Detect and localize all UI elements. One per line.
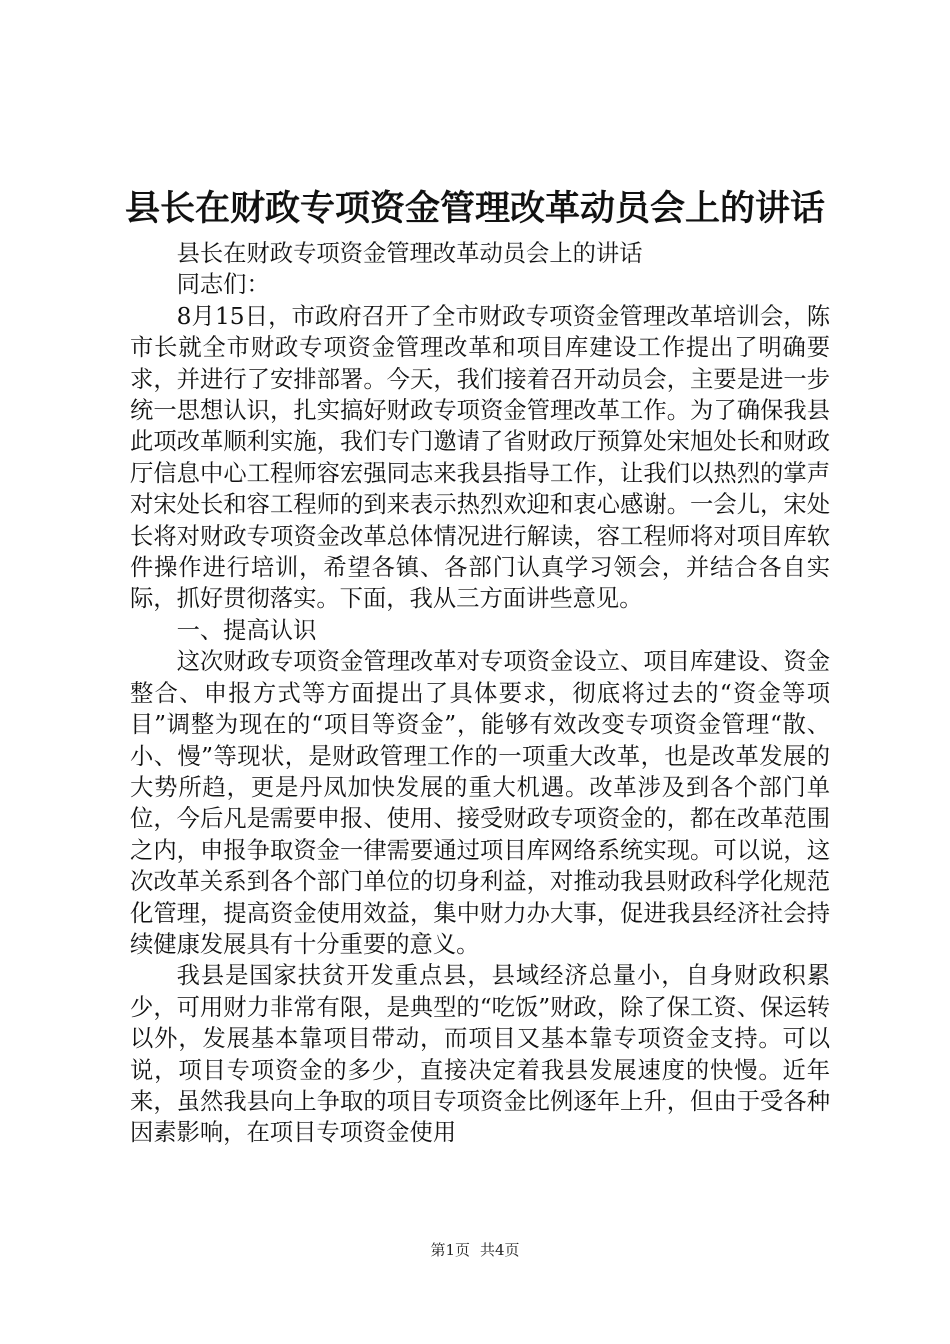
salutation-paragraph: 同志们： <box>176 271 270 299</box>
body-paragraph: 8月15日，市政府召开了全市财政专项资金管理改革培训会，陈市长就全市财政专项资金管理改革和项目库建设工作提出了明确要求，并进行了安排部署。今天，我们接着召开动员会，主要是进一步统一思想认识，扎实搞好财政专项资金管理改革工作。为了确保我县此项改革顺利实施，我们专门邀请了省财政厅预算处宋旭处长和财政厅信息中心工程师容宏强同志来我县指导工作，让我们以热烈的掌声对宋处长和容工程师的到来表示热烈欢迎和衷心感谢。一会儿，宋处长将对财政专项资金改革总体情况进行解读，容工程师将对项目库软件操作进行培训，希望各镇、各部门认真学习领会，并结合各自实际，抓好贯彻落实。下面，我从三方面讲些意见。 <box>130 302 830 613</box>
body-paragraph: 我县是国家扶贫开发重点县，县域经济总量小，自身财政积累少，可用财力非常有限，是典型的“吃饭”财政，除了保工资、保运转以外，发展基本靠项目带动，而项目又基本靠专项资金支持。可以说，项目专项资金的多少，直接决定着我县发展速度的快慢。近年来，虽然我县向上争取的项目专项资金比例逐年上升，但由于受各种因素影响，在项目专项资金使用 <box>130 962 830 1147</box>
body-paragraph: 这次财政专项资金管理改革对专项资金设立、项目库建设、资金整合、申报方式等方面提出了具体要求，彻底将过去的“资金等项目”调整为现在的“项目等资金”，能够有效改变专项资金管理“散、小、慢”等现状，是财政管理工作的一项重大改革，也是改革发展的大势所趋，更是丹凤加快发展的重大机遇。改革涉及到各个部门单位，今后凡是需要申报、使用、接受财政专项资金的，都在改革范围之内，申报争取资金一律需要通过项目库网络系统实现。可以说，这次改革关系到各个部门单位的切身利益，对推动我县财政科学化规范化管理，提高资金使用效益，集中财力办大事，促进我县经济社会持续健康发展具有十分重要的意义。 <box>130 648 830 958</box>
page-total: 共4页 <box>480 1241 520 1259</box>
page-number: 第1页 <box>430 1241 470 1259</box>
document-body <box>130 238 830 1149</box>
document-title: 县长在财政专项资金管理改革动员会上的讲话 <box>124 189 825 229</box>
page-footer <box>0 1240 950 1260</box>
section-heading: 一、提高认识 <box>176 616 317 644</box>
subtitle-paragraph: 县长在财政专项资金管理改革动员会上的讲话 <box>176 240 643 267</box>
